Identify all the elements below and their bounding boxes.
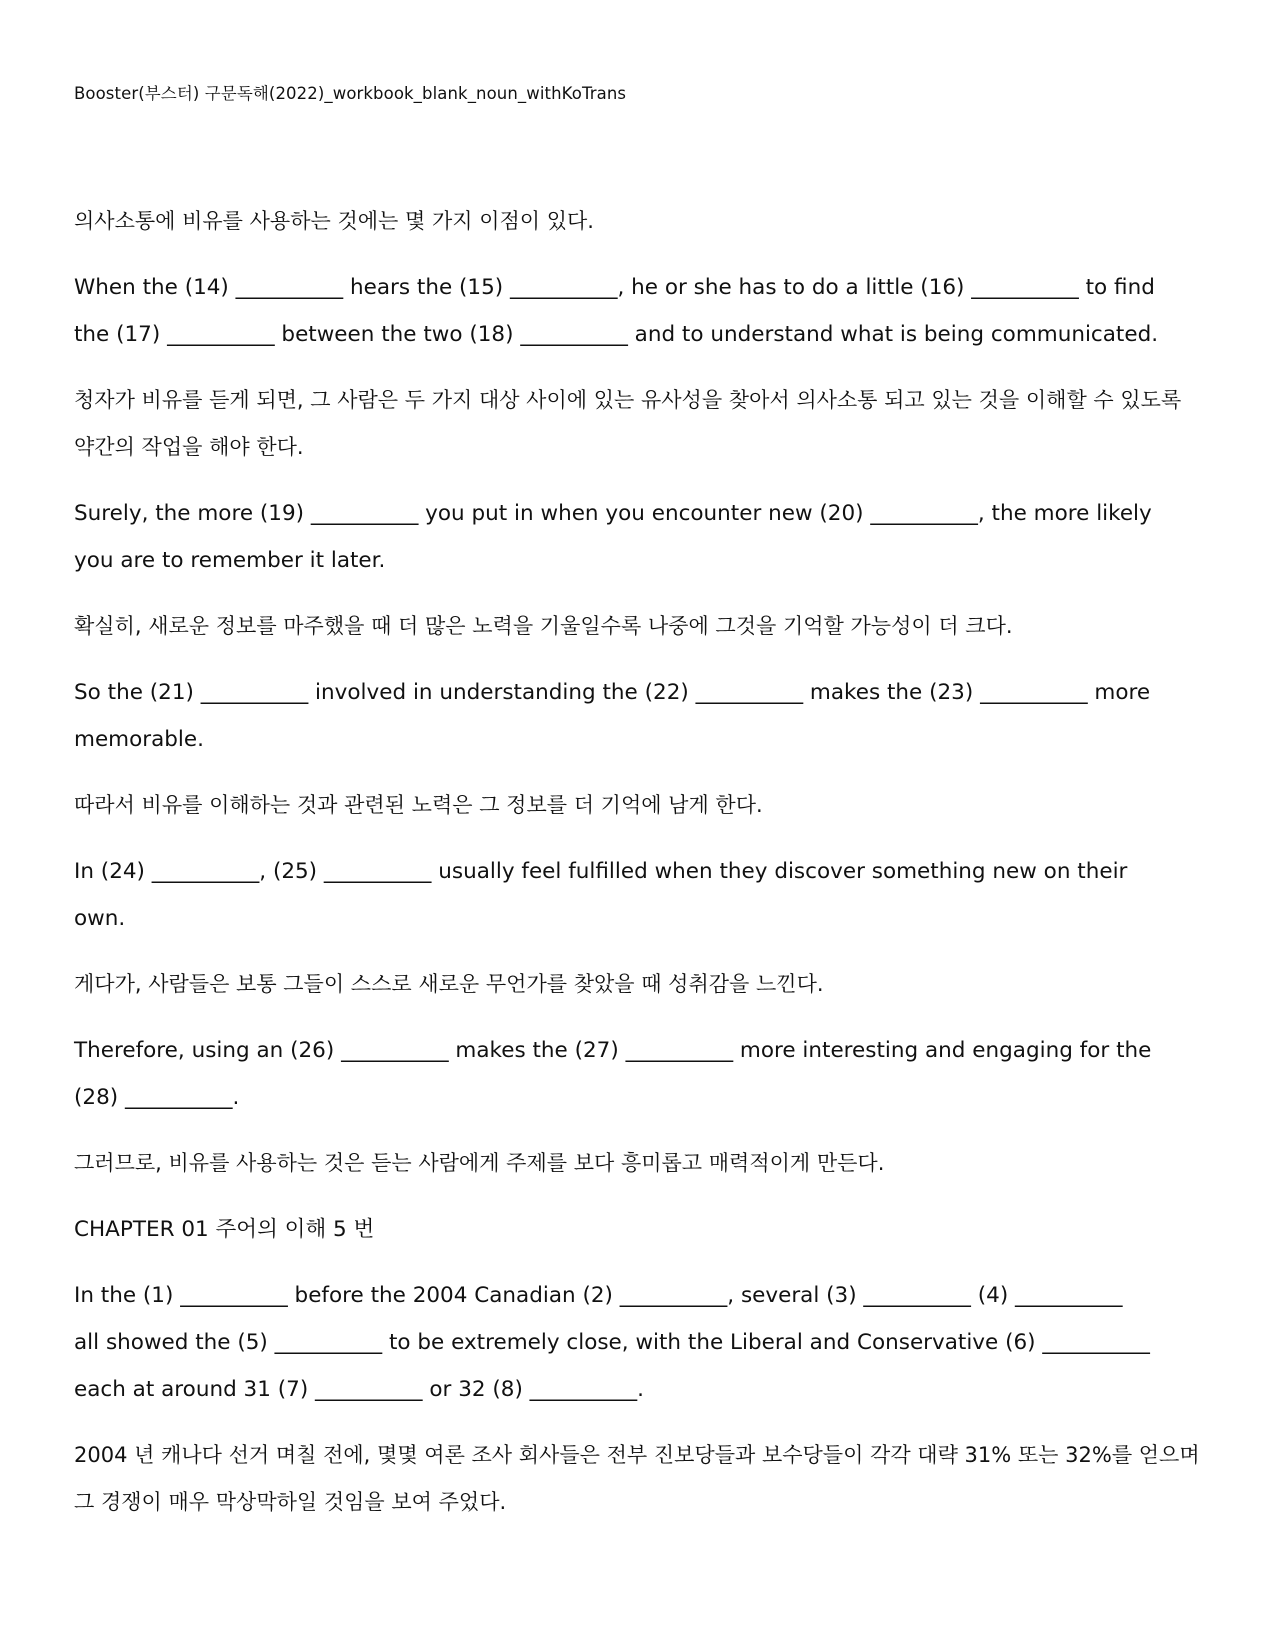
english-blank-sentence: memorable. xyxy=(74,727,204,752)
document-header: Booster(부스터) 구문독해(2022)_workbook_blank_noun_withKoTrans xyxy=(74,84,627,103)
english-blank-sentence: each at around 31 (7) __________ or 32 (8) __________. xyxy=(74,1377,645,1402)
english-blank-sentence: the (17) __________ between the two (18) __________ and to understand what is being communicated. xyxy=(74,322,1159,347)
korean-translation: 2004 년 캐나다 선거 며칠 전에, 몇몇 여론 조사 회사들은 전부 진보당들과 보수당들이 각각 대략 31% 또는 32%를 얻으며 xyxy=(74,1443,1200,1467)
korean-translation: 따라서 비유를 이해하는 것과 관련된 노력은 그 정보를 더 기억에 남게 한다. xyxy=(74,793,763,817)
english-blank-sentence: (28) __________. xyxy=(74,1085,240,1110)
korean-translation: 그러므로, 비유를 사용하는 것은 듣는 사람에게 주제를 보다 흥미롭고 매력적이게 만든다. xyxy=(74,1151,885,1175)
english-blank-sentence: Therefore, using an (26) __________ makes the (27) __________ more interesting and engaging for the xyxy=(74,1038,1152,1063)
english-blank-sentence: When the (14) __________ hears the (15) __________, he or she has to do a little (16) __________ to find xyxy=(74,275,1155,300)
chapter-heading: CHAPTER 01 주어의 이해 5 번 xyxy=(74,1217,375,1242)
english-blank-sentence: So the (21) __________ involved in understanding the (22) __________ makes the (23) __________ more xyxy=(74,680,1151,705)
korean-translation: 약간의 작업을 해야 한다. xyxy=(74,435,304,459)
english-blank-sentence: In the (1) __________ before the 2004 Canadian (2) __________, several (3) __________ (4) __________ xyxy=(74,1283,1123,1308)
english-blank-sentence: Surely, the more (19) __________ you put in when you encounter new (20) __________, the more likely xyxy=(74,501,1152,526)
korean-translation: 청자가 비유를 듣게 되면, 그 사람은 두 가지 대상 사이에 있는 유사성을 찾아서 의사소통 되고 있는 것을 이해할 수 있도록 xyxy=(74,388,1182,412)
korean-translation: 확실히, 새로운 정보를 마주했을 때 더 많은 노력을 기울일수록 나중에 그것을 기억할 가능성이 더 크다. xyxy=(74,614,1013,638)
worksheet-body xyxy=(74,198,1209,1526)
english-blank-sentence: In (24) __________, (25) __________ usually feel fulfilled when they discover something new on their xyxy=(74,859,1128,884)
korean-translation: 그 경쟁이 매우 막상막하일 것임을 보여 주었다. xyxy=(74,1490,507,1514)
english-blank-sentence: you are to remember it later. xyxy=(74,548,386,573)
english-blank-sentence: own. xyxy=(74,906,126,931)
english-blank-sentence: all showed the (5) __________ to be extremely close, with the Liberal and Conservative (6) __________ xyxy=(74,1330,1150,1355)
korean-translation: 의사소통에 비유를 사용하는 것에는 몇 가지 이점이 있다. xyxy=(74,209,594,233)
korean-translation: 게다가, 사람들은 보통 그들이 스스로 새로운 무언가를 찾았을 때 성취감을 느낀다. xyxy=(74,972,824,996)
